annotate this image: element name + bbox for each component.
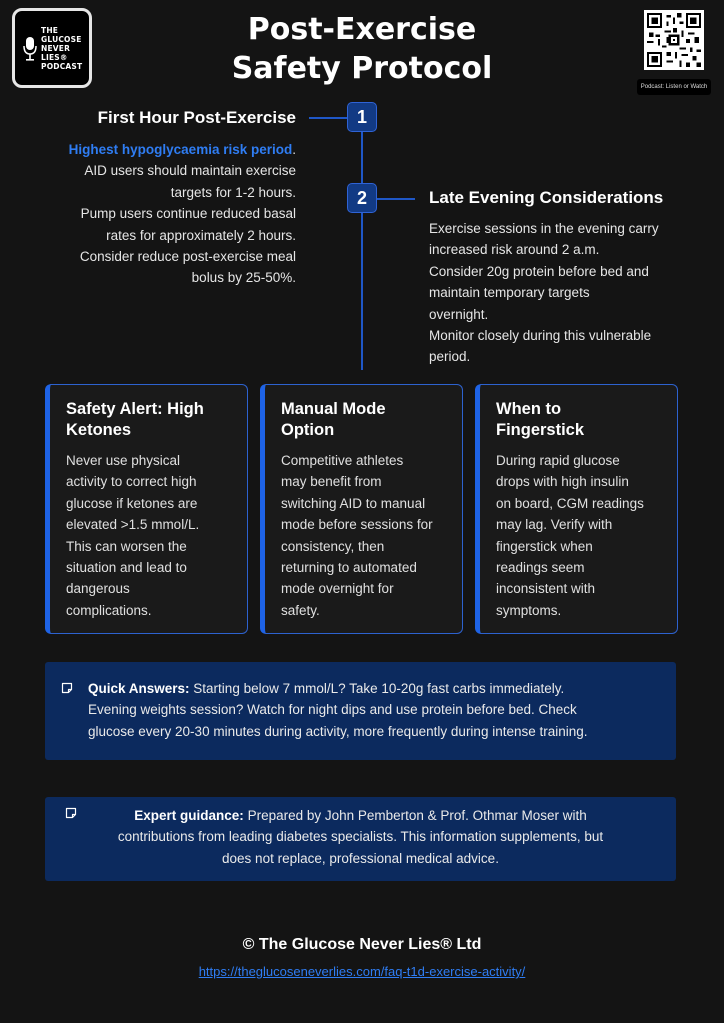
- card-body: Never use physical activity to correct high glucose if ketones are elevated >1.5 mmol/L. This can worsen the situation and lead to dangerous complications.: [66, 453, 200, 618]
- step2-body: Exercise sessions in the evening carry increased risk around 2 a.m. Consider 20g protein before bed and maintain temporary targets overnight. Monitor closely during this vulnerable period.: [429, 221, 659, 365]
- timeline-connector-1: [309, 117, 349, 119]
- footer-link[interactable]: https://theglucoseneverlies.com/faq-t1d-exercise-activity/: [198, 964, 526, 979]
- expert-guidance-box: Expert guidance: Prepared by John Pemberton & Prof. Othmar Moser with contributions from leading diabetes specialists. This information supplements, but does not replace, professional medical advice.: [45, 797, 676, 881]
- note-icon: [65, 807, 77, 819]
- note-icon: [61, 682, 73, 694]
- step-number-1: 1: [347, 102, 377, 132]
- step-number-2: 2: [347, 183, 377, 213]
- card-safety-alert: [45, 384, 248, 634]
- card-fingerstick: [475, 384, 678, 634]
- qr-caption: Podcast: Listen or Watch: [637, 79, 711, 95]
- timeline-connector-2: [375, 198, 415, 200]
- expert-guidance-label: Expert guidance:: [134, 808, 244, 823]
- step1-body: Highest hypoglycaemia risk period. AID users should maintain exercise targets for 1-2 hours. Pump users continue reduced basal rates for approximately 2 hours. Consider reduce post-exercise meal bolus by 25-50%.: [68, 142, 296, 286]
- footer-copyright: © The Glucose Never Lies® Ltd: [242, 936, 482, 953]
- timeline-line: [361, 128, 363, 370]
- step1-title: First Hour Post-Exercise: [97, 108, 296, 127]
- card-manual-mode: [260, 384, 463, 634]
- card-title: Safety Alert: High Ketones: [66, 400, 204, 439]
- card-body: During rapid glucose drops with high insulin on board, CGM readings may lag. Verify with fingerstick when readings seem inconsistent with symptoms.: [496, 453, 644, 618]
- qr-code-icon[interactable]: [644, 10, 704, 70]
- quick-answers-label: Quick Answers:: [88, 681, 190, 696]
- qr-block[interactable]: [637, 10, 711, 95]
- card-title: Manual Mode Option: [281, 400, 386, 439]
- quick-answers-box: Quick Answers: Starting below 7 mmol/L? Take 10-20g fast carbs immediately. Evening weights session? Watch for night dips and use protein before bed. Check glucose every 20-30 minutes during activity, more frequently during intense training.: [45, 662, 676, 760]
- step2-title: Late Evening Considerations: [429, 188, 664, 207]
- card-title: When to Fingerstick: [496, 400, 585, 439]
- risk-highlight: Highest hypoglycaemia risk period: [68, 142, 293, 157]
- card-body: Competitive athletes may benefit from switching AID to manual mode before sessions for consistency, then returning to automated mode overnight for safety.: [281, 453, 433, 618]
- logo-text: THE GLUCOSE NEVER LIES® PODCAST: [41, 25, 83, 71]
- page-title: Post-Exercise Safety Protocol: [231, 12, 493, 86]
